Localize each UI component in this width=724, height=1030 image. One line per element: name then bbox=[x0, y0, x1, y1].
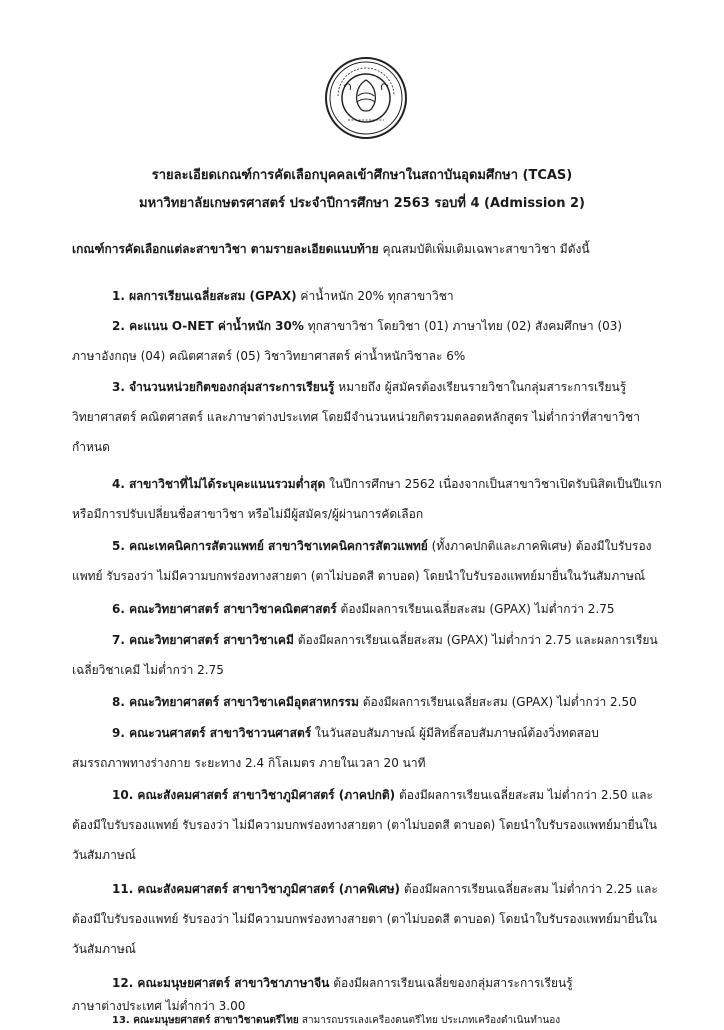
item-2-heading: 2. คะแนน O-NET ค่าน้ำหนัก 30% bbox=[112, 319, 304, 333]
item-7-heading: 7. คณะวิทยาศาสตร์ สาขาวิชาเคมี bbox=[112, 633, 294, 647]
item-4-text-cont: หรือมีการปรับเปลี่ยนชื่อสาขาวิชา หรือไม่มีผู้สมัคร/ผู้ผ่านการคัดเลือก bbox=[72, 507, 424, 521]
criteria-item-5 bbox=[72, 531, 668, 591]
item-1-heading: 1. ผลการเรียนเฉลี่ยสะสม (GPAX) bbox=[112, 289, 297, 303]
selection-criteria-intro bbox=[72, 240, 672, 259]
item-1-text: ค่าน้ำหนัก 20% ทุกสาขาวิชา bbox=[300, 289, 454, 303]
criteria-item-8 bbox=[72, 687, 668, 717]
item-11-text: ต้องมีผลการเรียนเฉลี่ยสะสม ไม่ต่ำกว่า 2.25 และ bbox=[403, 882, 658, 896]
criteria-item-12-cont-and-13 bbox=[72, 998, 668, 1014]
item-10-heading: 10. คณะสังคมศาสตร์ สาขาวิชาภูมิศาสตร์ (ภาคปกติ) bbox=[112, 788, 396, 802]
item-3-heading: 3. จำนวนหน่วยกิตของกลุ่มสาระการเรียนรู้ bbox=[112, 380, 335, 394]
item-10-text-cont-2: วันสัมภาษณ์ bbox=[72, 848, 136, 862]
item-11-text-cont-2: วันสัมภาษณ์ bbox=[72, 942, 136, 956]
item-10-text: ต้องมีผลการเรียนเฉลี่ยสะสม ไม่ต่ำกว่า 2.50 และ bbox=[398, 788, 653, 802]
intro-rest: คุณสมบัติเพิ่มเติมเฉพาะสาขาวิชา มีดังนี้ bbox=[382, 242, 590, 256]
criteria-item-6 bbox=[72, 594, 668, 624]
item-12-text-cont: ภาษาต่างประเทศ ไม่ต่ำกว่า 3.00 bbox=[72, 999, 246, 1013]
item-6-heading: 6. คณะวิทยาศาสตร์ สาขาวิชาคณิตศาสตร์ bbox=[112, 602, 337, 616]
document-title-line-2: มหาวิทยาลัยเกษตรศาสตร์ ประจำปีการศึกษา 2563 รอบที่ 4 (Admission 2) bbox=[139, 196, 585, 211]
item-3-text-cont-2: กำหนด bbox=[72, 440, 110, 454]
criteria-item-11 bbox=[72, 874, 668, 964]
item-11-heading: 11. คณะสังคมศาสตร์ สาขาวิชาภูมิศาสตร์ (ภาคพิเศษ) bbox=[112, 882, 400, 896]
item-13-text: สามารถบรรเลงเครื่องดนตรีไทย ประเภทเครื่องดำเนินทำนอง bbox=[301, 1015, 561, 1026]
item-4-heading: 4. สาขาวิชาที่ไม่ได้ระบุคะแนนรวมต่ำสุด bbox=[112, 477, 326, 491]
item-8-heading: 8. คณะวิทยาศาสตร์ สาขาวิชาเคมีอุตสาหกรรม bbox=[112, 695, 359, 709]
item-7-text: ต้องมีผลการเรียนเฉลี่ยสะสม (GPAX) ไม่ต่ำกว่า 2.75 และผลการเรียน bbox=[297, 633, 658, 647]
university-seal-logo bbox=[324, 56, 408, 140]
item-4-text: ในปีการศึกษา 2562 เนื่องจากเป็นสาขาวิชาเปิดรับนิสิตเป็นปีแรก bbox=[329, 477, 662, 491]
item-9-heading: 9. คณะวนศาสตร์ สาขาวิชาวนศาสตร์ bbox=[112, 726, 312, 740]
intro-bold: เกณฑ์การคัดเลือกแต่ละสาขาวิชา ตามรายละเอียดแนบท้าย bbox=[72, 242, 379, 256]
item-3-text: หมายถึง ผู้สมัครต้องเรียนรายวิชาในกลุ่มสาระการเรียนรู้ bbox=[338, 380, 627, 394]
criteria-item-7 bbox=[72, 625, 668, 685]
item-10-text-cont-1: ต้องมีใบรับรองแพทย์ รับรองว่า ไม่มีความบกพร่องทางสายตา (ตาไม่บอดสี ตาบอด) โดยนำใบรับรองแพทย์มายื่นใน bbox=[72, 818, 657, 832]
item-9-text: ในวันสอบสัมภาษณ์ ผู้มีสิทธิ์สอบสัมภาษณ์ต้องวิ่งทดสอบ bbox=[315, 726, 599, 740]
criteria-item-4 bbox=[72, 469, 668, 529]
item-8-text: ต้องมีผลการเรียนเฉลี่ยสะสม (GPAX) ไม่ต่ำกว่า 2.50 bbox=[362, 695, 637, 709]
criteria-item-10 bbox=[72, 780, 668, 870]
criteria-item-13 bbox=[72, 1014, 668, 1028]
criteria-item-2 bbox=[72, 311, 668, 371]
criteria-item-12 bbox=[72, 968, 668, 998]
criteria-item-1 bbox=[72, 281, 668, 311]
document-title-line-1: รายละเอียดเกณฑ์การคัดเลือกบุคคลเข้าศึกษาในสถาบันอุดมศึกษา (TCAS) bbox=[151, 168, 573, 183]
item-5-text: (ทั้งภาคปกติและภาคพิเศษ) ต้องมีใบรับรอง bbox=[431, 539, 652, 553]
item-13-heading: 13. คณะมนุษยศาสตร์ สาขาวิชาดนตรีไทย bbox=[112, 1015, 299, 1026]
item-11-text-cont-1: ต้องมีใบรับรองแพทย์ รับรองว่า ไม่มีความบกพร่องทางสายตา (ตาไม่บอดสี ตาบอด) โดยนำใบรับรองแพทย์มายื่นใน bbox=[72, 912, 657, 926]
item-9-text-cont: สมรรถภาพทางร่างกาย ระยะทาง 2.4 กิโลเมตร ภายในเวลา 20 นาที bbox=[72, 756, 426, 770]
item-7-text-cont: เฉลี่ยวิชาเคมี ไม่ต่ำกว่า 2.75 bbox=[72, 663, 224, 677]
item-6-text: ต้องมีผลการเรียนเฉลี่ยสะสม (GPAX) ไม่ต่ำกว่า 2.75 bbox=[340, 602, 615, 616]
item-5-heading: 5. คณะเทคนิคการสัตวแพทย์ สาขาวิชาเทคนิคการสัตวแพทย์ bbox=[112, 539, 428, 553]
criteria-item-9 bbox=[72, 718, 668, 778]
item-12-heading: 12. คณะมนุษยศาสตร์ สาขาวิชาภาษาจีน bbox=[112, 976, 330, 990]
item-5-text-cont: แพทย์ รับรองว่า ไม่มีความบกพร่องทางสายตา (ตาไม่บอดสี ตาบอด) โดยนำใบรับรองแพทย์มายื่นในวันสัมภาษณ์ bbox=[72, 569, 646, 583]
item-3-text-cont-1: วิทยาศาสตร์ คณิตศาสตร์ และภาษาต่างประเทศ โดยมีจำนวนหน่วยกิตรวมตลอดหลักสูตร ไม่ต่ำกว่าที่สาขาวิชา bbox=[72, 410, 640, 424]
item-12-text: ต้องมีผลการเรียนเฉลี่ยของกลุ่มสาระการเรียนรู้ bbox=[333, 976, 573, 990]
criteria-item-3 bbox=[72, 372, 668, 462]
item-2-text-cont: ภาษาอังกฤษ (04) คณิตศาสตร์ (05) วิชาวิทยาศาสตร์ ค่าน้ำหนักวิชาละ 6% bbox=[72, 349, 466, 363]
item-2-text: ทุกสาขาวิชา โดยวิชา (01) ภาษาไทย (02) สังคมศึกษา (03) bbox=[307, 319, 623, 333]
